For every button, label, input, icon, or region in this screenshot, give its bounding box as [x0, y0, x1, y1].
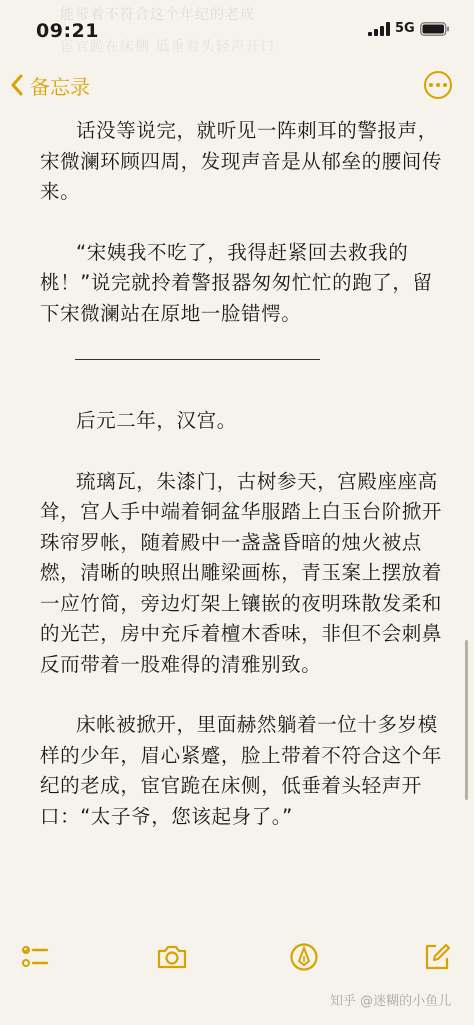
note-body[interactable] [40, 116, 445, 862]
navigation-bar [0, 60, 474, 110]
note-paragraph: “宋姨我不吃了，我得赶紧回去救我的桃！”说完就拎着警报器匆匆忙忙的跑了，留下宋微澜站在原地一脸错愕。 [40, 240, 433, 325]
back-button-label: 备忘录 [30, 74, 90, 99]
camera-button[interactable] [155, 940, 189, 974]
note-paragraph: 后元二年，汉宫。 [76, 409, 237, 432]
compose-button[interactable] [420, 940, 454, 974]
more-dot-icon [436, 83, 440, 87]
bottom-toolbar [0, 930, 474, 985]
compose-icon [422, 942, 452, 972]
signal-icon [368, 22, 390, 36]
watermark: 知乎 @迷糊的小鱼儿 [330, 994, 452, 1009]
status-bar [0, 0, 474, 58]
chevron-left-icon [10, 74, 24, 96]
section-divider [75, 359, 320, 360]
more-dot-icon [443, 83, 447, 87]
network-label: 5G [395, 21, 415, 36]
background-banner-line2: 宦官跪在床侧 低垂着头轻声开口 [60, 39, 276, 55]
checklist-button[interactable] [18, 940, 52, 974]
battery-icon [420, 22, 450, 36]
markup-button[interactable] [287, 940, 321, 974]
scroll-indicator[interactable] [465, 640, 468, 800]
note-paragraph: 琉璃瓦，朱漆门，古树参天，宫殿座座高耸，宫人手中端着铜盆华服踏上白玉台阶掀开珠帘罗帐，随着殿中一盏盏昏暗的烛火被点燃，清晰的映照出雕梁画栋，青玉案上摆放着一应竹简，旁边灯架上镶嵌的夜明珠散发柔和的光芒，房中充斥着檀木香味，非但不会刺鼻反而带着一股难得的清雅别致。 [40, 469, 443, 676]
back-button[interactable] [10, 70, 90, 100]
camera-icon [156, 943, 188, 971]
more-dot-icon [429, 83, 433, 87]
checklist-icon [20, 942, 50, 972]
note-paragraph: 床帐被掀开，里面赫然躺着一位十多岁模样的少年，眉心紧蹙，脸上带着不符合这个年纪的老成，宦官跪在床侧，低垂着头轻声开口：“太子爷，您该起身了。” [40, 713, 443, 828]
background-banner-line1: 能带着不符合这个年纪的老成 [60, 7, 255, 23]
note-paragraph: 话没等说完，就听见一阵刺耳的警报声，宋微澜环顾四周，发现声音是从郁垒的腰间传来。 [40, 119, 443, 203]
markup-icon [289, 942, 319, 972]
status-time: 09:21 [36, 20, 99, 42]
more-options-button[interactable] [424, 71, 452, 99]
